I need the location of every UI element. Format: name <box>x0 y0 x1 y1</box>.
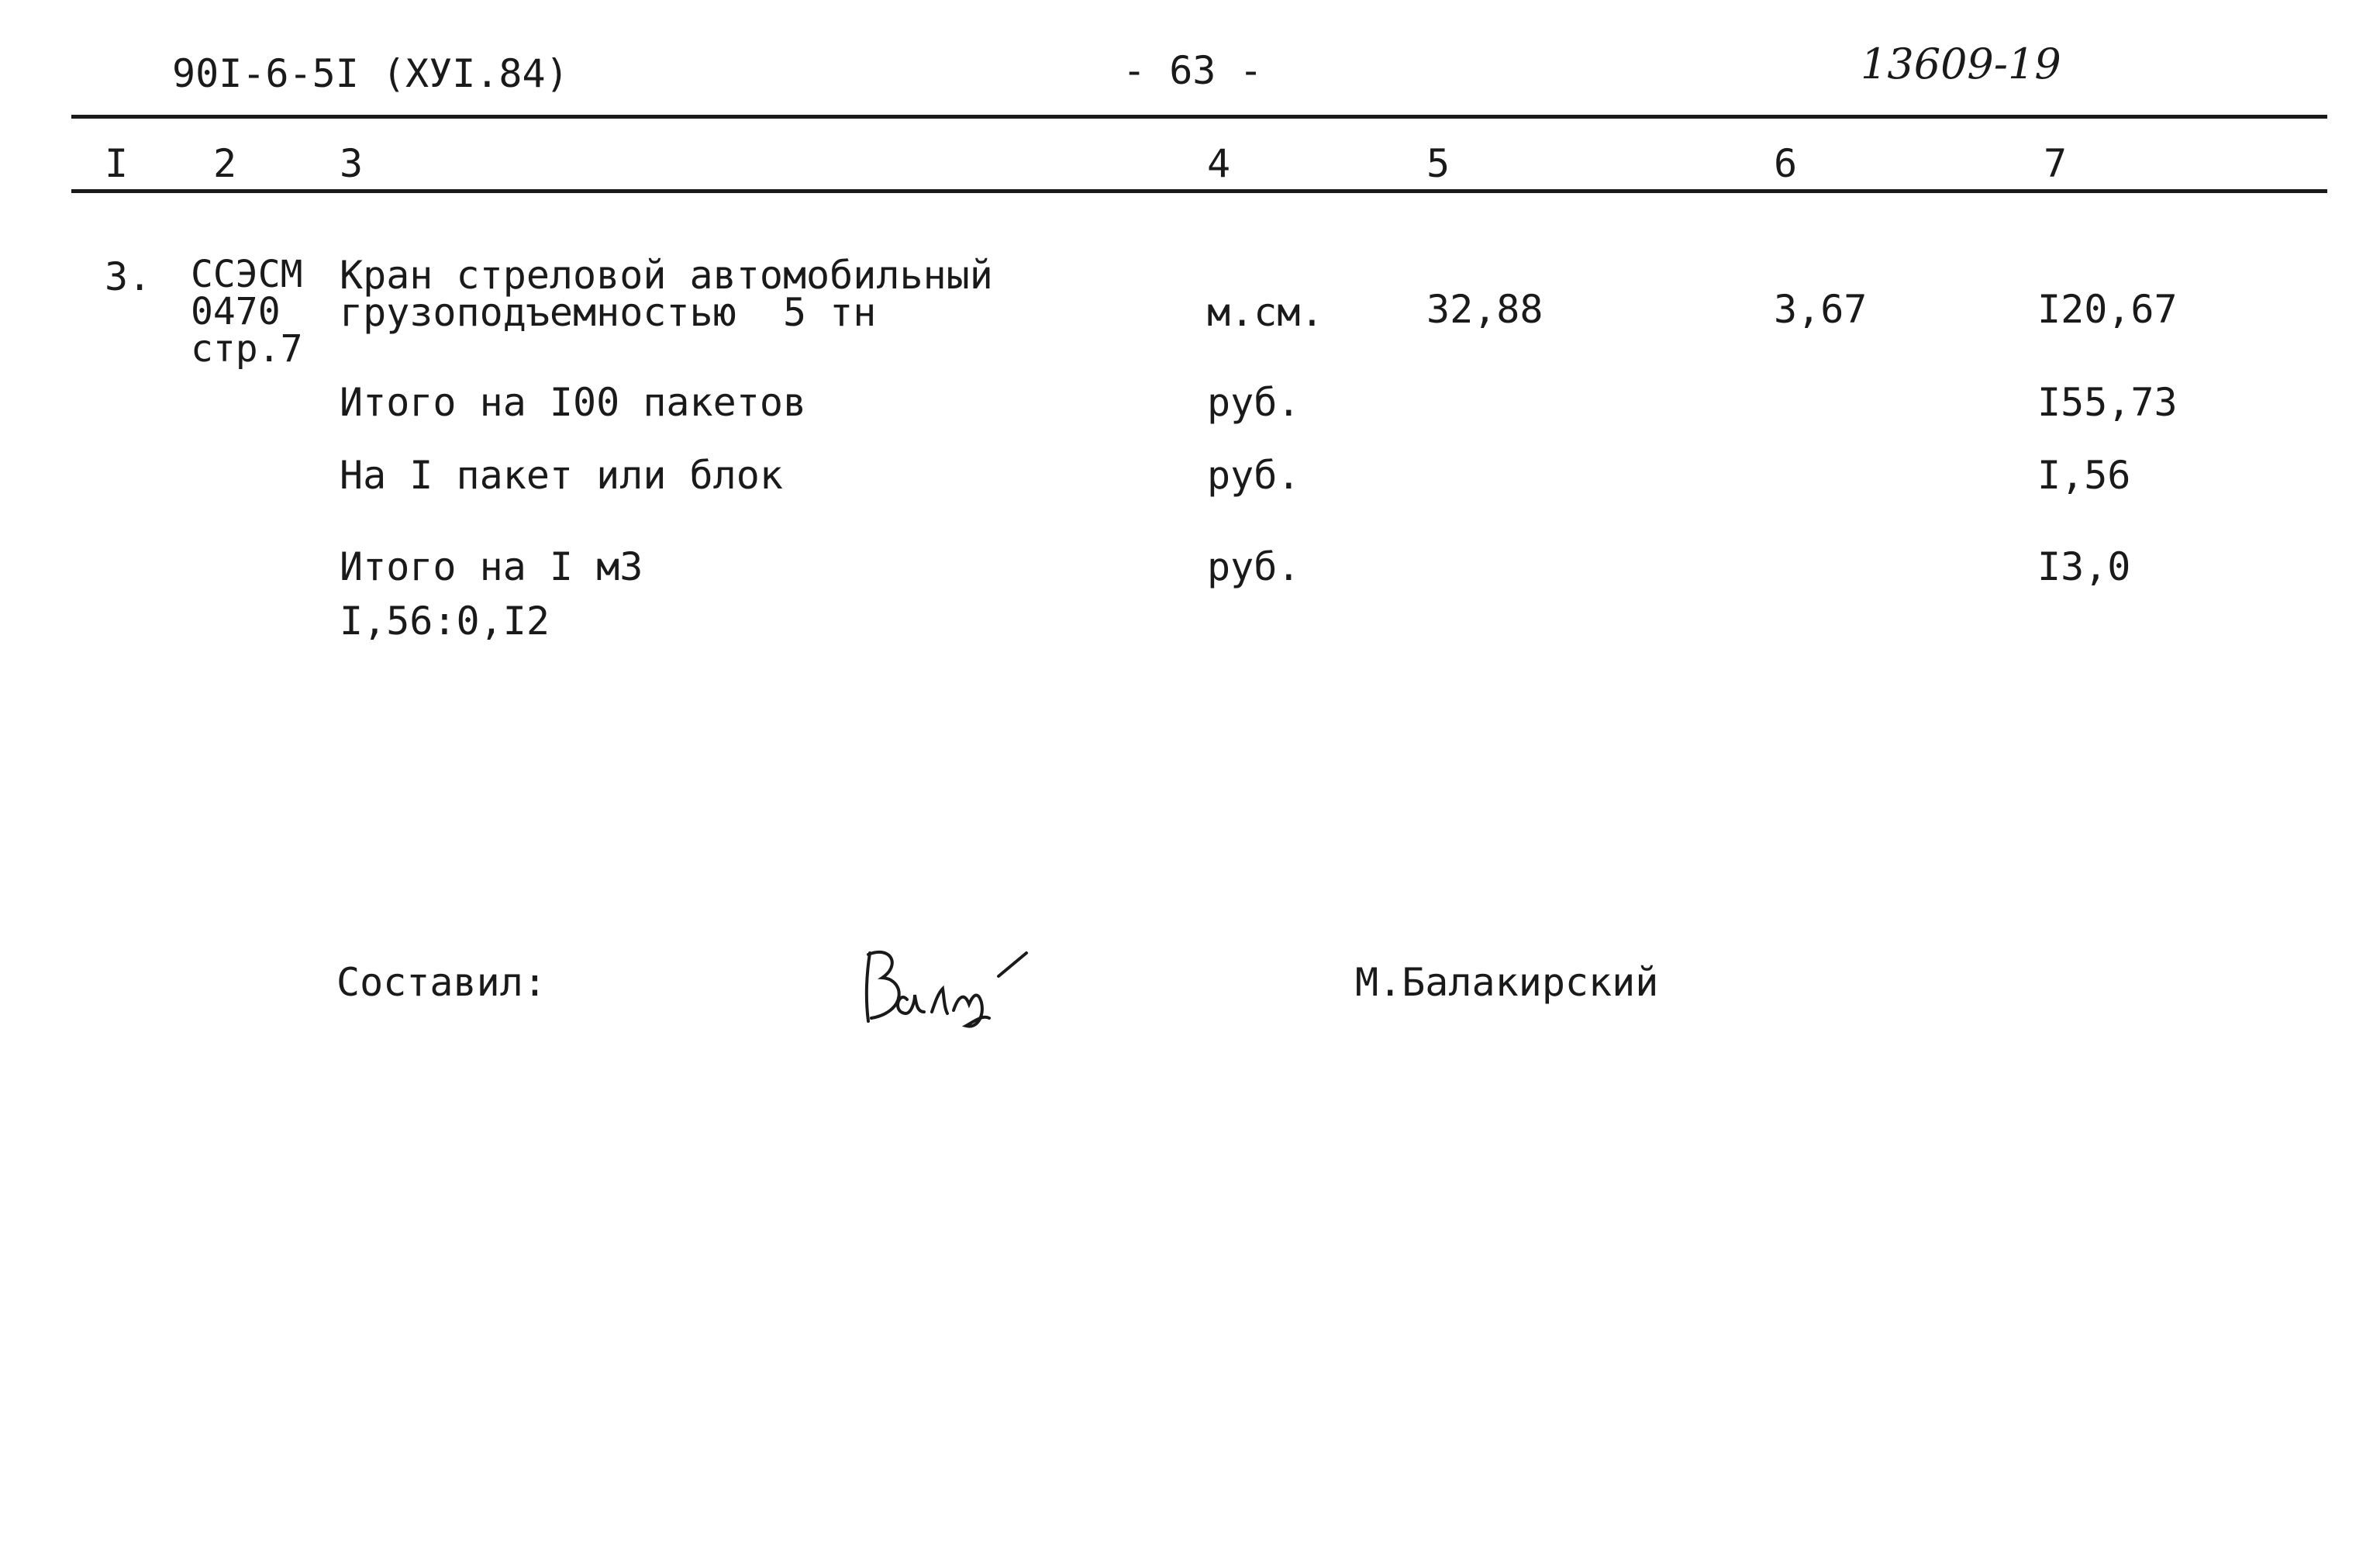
per-package-value: I,56 <box>2037 453 2131 498</box>
row-number: 3. <box>105 254 152 299</box>
row-price: 3,67 <box>1774 287 1868 332</box>
per-package-label: На I пакет или блок <box>340 453 783 498</box>
row-description-line-2: грузоподъемностью 5 тн <box>340 290 877 335</box>
row-total: I20,67 <box>2037 287 2178 332</box>
header-rule-top <box>71 115 2327 119</box>
column-header-4: 4 <box>1207 141 1231 186</box>
column-header-7: 7 <box>2044 141 2068 186</box>
per-m3-formula: I,56:0,I2 <box>340 599 550 644</box>
column-header-3: 3 <box>340 141 364 186</box>
total-per-100-label: Итого на I00 пакетов <box>340 380 807 425</box>
per-package-unit: руб. <box>1207 453 1301 498</box>
page-number: - 63 - <box>1123 48 1263 93</box>
per-m3-value: I3,0 <box>2037 544 2131 589</box>
column-header-5: 5 <box>1426 141 1450 186</box>
row-source-line-1: ССЭСМ <box>191 253 303 296</box>
per-m3-unit: руб. <box>1207 544 1301 589</box>
compiled-by-label: Составил: <box>336 960 547 1005</box>
inventory-number: 13609-19 <box>1861 40 2061 88</box>
column-header-2: 2 <box>213 141 237 186</box>
row-unit: м.см. <box>1207 290 1324 335</box>
total-per-100-value: I55,73 <box>2037 380 2178 425</box>
signer-name: М.Балакирский <box>1355 960 1659 1005</box>
handwritten-signature <box>861 934 1039 1035</box>
doc-code: 90I-6-5I (XУI.84) <box>172 51 569 96</box>
row-source-line-3: стр.7 <box>191 327 303 371</box>
header-rule-bottom <box>71 189 2327 193</box>
row-description-line-1: Кран стреловой автомобильный <box>340 253 993 298</box>
row-quantity: 32,88 <box>1426 287 1544 332</box>
column-header-6: 6 <box>1774 141 1798 186</box>
row-source-line-2: 0470 <box>191 290 281 333</box>
per-m3-label: Итого на I м3 <box>340 544 643 589</box>
column-header-1: I <box>105 141 129 186</box>
total-per-100-unit: руб. <box>1207 380 1301 425</box>
